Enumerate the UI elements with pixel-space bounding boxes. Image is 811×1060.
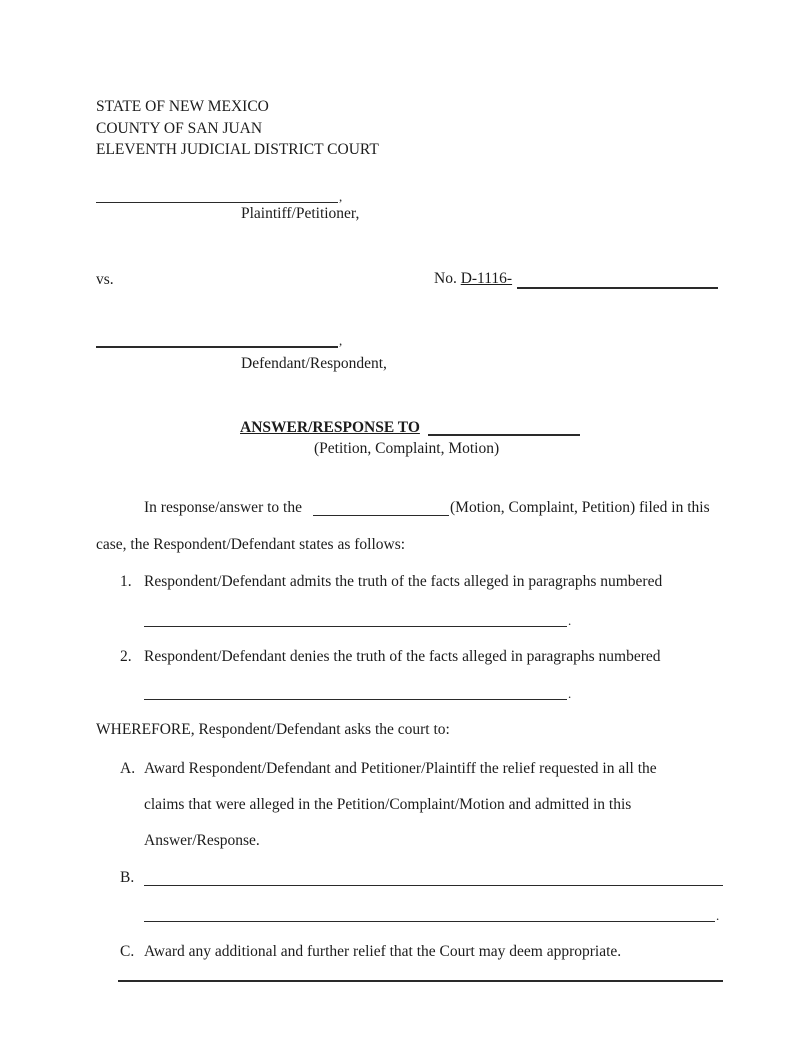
case-number-label: [434, 271, 512, 287]
case-number-field[interactable]: [517, 287, 718, 289]
relief-a-line-3: Answer/Response.: [144, 832, 260, 849]
item-2-text: Respondent/Defendant denies the truth of the facts alleged in paragraphs numbered: [144, 648, 661, 665]
plaintiff-comma: ,: [339, 189, 343, 204]
intro-start: In response/answer to the: [144, 499, 302, 516]
court-heading: ELEVENTH JUDICIAL DISTRICT COURT: [96, 141, 379, 158]
item-1-period: .: [568, 613, 572, 628]
county-heading: COUNTY OF SAN JUAN: [96, 120, 263, 137]
admitted-paragraphs-field[interactable]: [144, 626, 567, 627]
plaintiff-label: Plaintiff/Petitioner,: [241, 205, 360, 222]
relief-b-period: .: [716, 908, 720, 923]
case-no-text: No.: [434, 270, 457, 287]
item-1-text: Respondent/Defendant admits the truth of the facts alleged in paragraphs numbered: [144, 573, 663, 590]
item-2-number: 2.: [120, 648, 132, 665]
document-subtitle: (Petition, Complaint, Motion): [314, 440, 500, 457]
case-no-prefix: D-1116-: [460, 270, 513, 287]
defendant-label: Defendant/Respondent,: [241, 355, 387, 372]
bottom-rule: [118, 980, 723, 982]
defendant-name-field[interactable]: [96, 346, 338, 348]
state-heading: STATE OF NEW MEXICO: [96, 98, 269, 115]
relief-a-line-1: Award Respondent/Defendant and Petitioner/Plaintiff the relief requested in all the: [144, 760, 657, 777]
relief-b-field-2[interactable]: [144, 921, 715, 922]
relief-a-line-2: claims that were alleged in the Petition/Complaint/Motion and admitted in this: [144, 796, 632, 813]
intro-line-2: case, the Respondent/Defendant states as follows:: [96, 536, 406, 553]
plaintiff-name-field[interactable]: [96, 202, 338, 203]
relief-b-letter: B.: [120, 869, 135, 886]
relief-c-letter: C.: [120, 943, 135, 960]
defendant-comma: ,: [339, 333, 343, 348]
item-1-number: 1.: [120, 573, 132, 590]
relief-c-text: Award any additional and further relief that the Court may deem appropriate.: [144, 943, 622, 960]
relief-a-letter: A.: [120, 760, 136, 777]
title-blank-field[interactable]: [428, 434, 580, 436]
denied-paragraphs-field[interactable]: [144, 699, 567, 700]
versus-label: vs.: [96, 271, 114, 288]
item-2-period: .: [568, 686, 572, 701]
intro-end: (Motion, Complaint, Petition) filed in this: [450, 499, 710, 516]
relief-b-field-1[interactable]: [144, 885, 723, 886]
filing-type-field[interactable]: [313, 515, 449, 516]
wherefore-clause: WHEREFORE, Respondent/Defendant asks the court to:: [96, 721, 450, 738]
document-title: ANSWER/RESPONSE TO: [240, 419, 420, 436]
